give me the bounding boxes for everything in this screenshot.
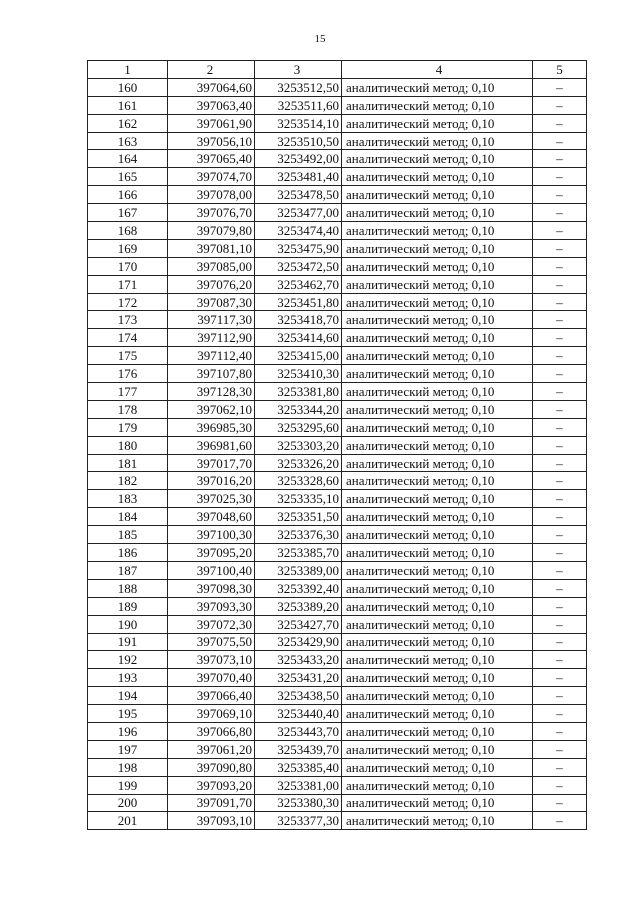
method-cell: аналитический метод; 0,10: [342, 275, 533, 293]
note-cell: –: [533, 257, 587, 275]
point-number-cell: 162: [88, 114, 168, 132]
x-coordinate-cell: 397072,30: [168, 615, 255, 633]
table-row: [88, 293, 587, 311]
y-coordinate-cell: 3253512,50: [255, 78, 342, 96]
x-coordinate-cell: 397076,70: [168, 204, 255, 222]
method-cell: аналитический метод; 0,10: [342, 544, 533, 562]
note-cell: –: [533, 615, 587, 633]
note-cell: –: [533, 400, 587, 418]
point-number-cell: 160: [88, 78, 168, 96]
table-row: [88, 436, 587, 454]
header-col-4: 4: [342, 61, 533, 79]
x-coordinate-cell: 397076,20: [168, 275, 255, 293]
method-cell: аналитический метод; 0,10: [342, 168, 533, 186]
method-cell: аналитический метод; 0,10: [342, 615, 533, 633]
table-row: [88, 526, 587, 544]
point-number-cell: 195: [88, 705, 168, 723]
table-row: [88, 597, 587, 615]
table-row: [88, 454, 587, 472]
note-cell: –: [533, 454, 587, 472]
y-coordinate-cell: 3253410,30: [255, 365, 342, 383]
note-cell: –: [533, 740, 587, 758]
note-cell: –: [533, 669, 587, 687]
method-cell: аналитический метод; 0,10: [342, 776, 533, 794]
table-row: [88, 383, 587, 401]
point-number-cell: 161: [88, 96, 168, 114]
y-coordinate-cell: 3253381,80: [255, 383, 342, 401]
table-row: [88, 275, 587, 293]
x-coordinate-cell: 397025,30: [168, 490, 255, 508]
point-number-cell: 183: [88, 490, 168, 508]
point-number-cell: 163: [88, 132, 168, 150]
point-number-cell: 169: [88, 239, 168, 257]
method-cell: аналитический метод; 0,10: [342, 418, 533, 436]
x-coordinate-cell: 397081,10: [168, 239, 255, 257]
table-row: [88, 114, 587, 132]
point-number-cell: 200: [88, 794, 168, 812]
method-cell: аналитический метод; 0,10: [342, 132, 533, 150]
y-coordinate-cell: 3253414,60: [255, 329, 342, 347]
note-cell: –: [533, 812, 587, 830]
y-coordinate-cell: 3253303,20: [255, 436, 342, 454]
method-cell: аналитический метод; 0,10: [342, 293, 533, 311]
y-coordinate-cell: 3253472,50: [255, 257, 342, 275]
header-col-3: 3: [255, 61, 342, 79]
note-cell: –: [533, 150, 587, 168]
y-coordinate-cell: 3253344,20: [255, 400, 342, 418]
x-coordinate-cell: 397100,30: [168, 526, 255, 544]
table-row: [88, 472, 587, 490]
table-row: [88, 651, 587, 669]
method-cell: аналитический метод; 0,10: [342, 561, 533, 579]
x-coordinate-cell: 397065,40: [168, 150, 255, 168]
table-row: [88, 687, 587, 705]
x-coordinate-cell: 397090,80: [168, 758, 255, 776]
table-row: [88, 633, 587, 651]
point-number-cell: 181: [88, 454, 168, 472]
table-body: [88, 78, 587, 829]
y-coordinate-cell: 3253389,20: [255, 597, 342, 615]
x-coordinate-cell: 397063,40: [168, 96, 255, 114]
table-row: [88, 132, 587, 150]
method-cell: аналитический метод; 0,10: [342, 794, 533, 812]
note-cell: –: [533, 365, 587, 383]
method-cell: аналитический метод; 0,10: [342, 239, 533, 257]
x-coordinate-cell: 397064,60: [168, 78, 255, 96]
note-cell: –: [533, 758, 587, 776]
y-coordinate-cell: 3253510,50: [255, 132, 342, 150]
point-number-cell: 197: [88, 740, 168, 758]
method-cell: аналитический метод; 0,10: [342, 472, 533, 490]
point-number-cell: 165: [88, 168, 168, 186]
x-coordinate-cell: 397078,00: [168, 186, 255, 204]
header-row: [88, 61, 587, 79]
y-coordinate-cell: 3253439,70: [255, 740, 342, 758]
point-number-cell: 164: [88, 150, 168, 168]
method-cell: аналитический метод; 0,10: [342, 758, 533, 776]
note-cell: –: [533, 705, 587, 723]
x-coordinate-cell: 397098,30: [168, 579, 255, 597]
point-number-cell: 167: [88, 204, 168, 222]
page-number: 15: [314, 33, 326, 45]
header-col-1: 1: [88, 61, 168, 79]
x-coordinate-cell: 397100,40: [168, 561, 255, 579]
note-cell: –: [533, 687, 587, 705]
note-cell: –: [533, 794, 587, 812]
table-header: [88, 61, 587, 79]
note-cell: –: [533, 651, 587, 669]
x-coordinate-cell: 397062,10: [168, 400, 255, 418]
header-col-2: 2: [168, 61, 255, 79]
point-number-cell: 182: [88, 472, 168, 490]
method-cell: аналитический метод; 0,10: [342, 722, 533, 740]
y-coordinate-cell: 3253492,00: [255, 150, 342, 168]
x-coordinate-cell: 397128,30: [168, 383, 255, 401]
table-row: [88, 365, 587, 383]
x-coordinate-cell: 396981,60: [168, 436, 255, 454]
y-coordinate-cell: 3253381,00: [255, 776, 342, 794]
y-coordinate-cell: 3253326,20: [255, 454, 342, 472]
x-coordinate-cell: 397117,30: [168, 311, 255, 329]
table-row: [88, 758, 587, 776]
point-number-cell: 174: [88, 329, 168, 347]
y-coordinate-cell: 3253514,10: [255, 114, 342, 132]
x-coordinate-cell: 397093,10: [168, 812, 255, 830]
point-number-cell: 188: [88, 579, 168, 597]
x-coordinate-cell: 397061,90: [168, 114, 255, 132]
note-cell: –: [533, 329, 587, 347]
method-cell: аналитический метод; 0,10: [342, 311, 533, 329]
point-number-cell: 177: [88, 383, 168, 401]
y-coordinate-cell: 3253433,20: [255, 651, 342, 669]
y-coordinate-cell: 3253351,50: [255, 508, 342, 526]
point-number-cell: 192: [88, 651, 168, 669]
x-coordinate-cell: 397107,80: [168, 365, 255, 383]
x-coordinate-cell: 397093,30: [168, 597, 255, 615]
table-row: [88, 150, 587, 168]
x-coordinate-cell: 397066,40: [168, 687, 255, 705]
point-number-cell: 201: [88, 812, 168, 830]
note-cell: –: [533, 78, 587, 96]
y-coordinate-cell: 3253511,60: [255, 96, 342, 114]
note-cell: –: [533, 633, 587, 651]
table-row: [88, 722, 587, 740]
x-coordinate-cell: 397087,30: [168, 293, 255, 311]
method-cell: аналитический метод; 0,10: [342, 365, 533, 383]
point-number-cell: 175: [88, 347, 168, 365]
x-coordinate-cell: 397085,00: [168, 257, 255, 275]
y-coordinate-cell: 3253475,90: [255, 239, 342, 257]
method-cell: аналитический метод; 0,10: [342, 78, 533, 96]
x-coordinate-cell: 397075,50: [168, 633, 255, 651]
table-row: [88, 490, 587, 508]
table-row: [88, 812, 587, 830]
table-row: [88, 544, 587, 562]
note-cell: –: [533, 347, 587, 365]
y-coordinate-cell: 3253438,50: [255, 687, 342, 705]
table-row: [88, 794, 587, 812]
method-cell: аналитический метод; 0,10: [342, 96, 533, 114]
y-coordinate-cell: 3253429,90: [255, 633, 342, 651]
x-coordinate-cell: 397017,70: [168, 454, 255, 472]
note-cell: –: [533, 186, 587, 204]
note-cell: –: [533, 436, 587, 454]
x-coordinate-cell: 397066,80: [168, 722, 255, 740]
x-coordinate-cell: 397112,40: [168, 347, 255, 365]
y-coordinate-cell: 3253415,00: [255, 347, 342, 365]
point-number-cell: 170: [88, 257, 168, 275]
x-coordinate-cell: 397112,90: [168, 329, 255, 347]
method-cell: аналитический метод; 0,10: [342, 579, 533, 597]
method-cell: аналитический метод; 0,10: [342, 812, 533, 830]
table-row: [88, 776, 587, 794]
y-coordinate-cell: 3253427,70: [255, 615, 342, 633]
note-cell: –: [533, 275, 587, 293]
note-cell: –: [533, 168, 587, 186]
y-coordinate-cell: 3253477,00: [255, 204, 342, 222]
table-row: [88, 418, 587, 436]
y-coordinate-cell: 3253474,40: [255, 222, 342, 240]
note-cell: –: [533, 114, 587, 132]
y-coordinate-cell: 3253389,00: [255, 561, 342, 579]
table-row: [88, 204, 587, 222]
method-cell: аналитический метод; 0,10: [342, 651, 533, 669]
point-number-cell: 168: [88, 222, 168, 240]
table-row: [88, 579, 587, 597]
note-cell: –: [533, 508, 587, 526]
note-cell: –: [533, 472, 587, 490]
y-coordinate-cell: 3253478,50: [255, 186, 342, 204]
table-row: [88, 311, 587, 329]
note-cell: –: [533, 293, 587, 311]
method-cell: аналитический метод; 0,10: [342, 740, 533, 758]
point-number-cell: 189: [88, 597, 168, 615]
x-coordinate-cell: 397016,20: [168, 472, 255, 490]
note-cell: –: [533, 722, 587, 740]
point-number-cell: 178: [88, 400, 168, 418]
method-cell: аналитический метод; 0,10: [342, 347, 533, 365]
y-coordinate-cell: 3253418,70: [255, 311, 342, 329]
y-coordinate-cell: 3253376,30: [255, 526, 342, 544]
note-cell: –: [533, 239, 587, 257]
y-coordinate-cell: 3253295,60: [255, 418, 342, 436]
table-row: [88, 615, 587, 633]
method-cell: аналитический метод; 0,10: [342, 687, 533, 705]
point-number-cell: 173: [88, 311, 168, 329]
x-coordinate-cell: 397056,10: [168, 132, 255, 150]
method-cell: аналитический метод; 0,10: [342, 705, 533, 723]
table-row: [88, 186, 587, 204]
y-coordinate-cell: 3253443,70: [255, 722, 342, 740]
x-coordinate-cell: 397074,70: [168, 168, 255, 186]
y-coordinate-cell: 3253462,70: [255, 275, 342, 293]
table-row: [88, 222, 587, 240]
method-cell: аналитический метод; 0,10: [342, 383, 533, 401]
point-number-cell: 194: [88, 687, 168, 705]
method-cell: аналитический метод; 0,10: [342, 400, 533, 418]
point-number-cell: 186: [88, 544, 168, 562]
note-cell: –: [533, 383, 587, 401]
point-number-cell: 199: [88, 776, 168, 794]
x-coordinate-cell: 397093,20: [168, 776, 255, 794]
note-cell: –: [533, 204, 587, 222]
note-cell: –: [533, 544, 587, 562]
y-coordinate-cell: 3253385,70: [255, 544, 342, 562]
method-cell: аналитический метод; 0,10: [342, 114, 533, 132]
method-cell: аналитический метод; 0,10: [342, 508, 533, 526]
point-number-cell: 187: [88, 561, 168, 579]
note-cell: –: [533, 490, 587, 508]
point-number-cell: 184: [88, 508, 168, 526]
note-cell: –: [533, 579, 587, 597]
method-cell: аналитический метод; 0,10: [342, 526, 533, 544]
method-cell: аналитический метод; 0,10: [342, 669, 533, 687]
y-coordinate-cell: 3253328,60: [255, 472, 342, 490]
point-number-cell: 166: [88, 186, 168, 204]
note-cell: –: [533, 597, 587, 615]
y-coordinate-cell: 3253440,40: [255, 705, 342, 723]
point-number-cell: 171: [88, 275, 168, 293]
y-coordinate-cell: 3253431,20: [255, 669, 342, 687]
note-cell: –: [533, 311, 587, 329]
point-number-cell: 191: [88, 633, 168, 651]
y-coordinate-cell: 3253392,40: [255, 579, 342, 597]
note-cell: –: [533, 776, 587, 794]
point-number-cell: 172: [88, 293, 168, 311]
method-cell: аналитический метод; 0,10: [342, 633, 533, 651]
table-row: [88, 561, 587, 579]
point-number-cell: 185: [88, 526, 168, 544]
y-coordinate-cell: 3253377,30: [255, 812, 342, 830]
note-cell: –: [533, 222, 587, 240]
method-cell: аналитический метод; 0,10: [342, 329, 533, 347]
note-cell: –: [533, 96, 587, 114]
y-coordinate-cell: 3253335,10: [255, 490, 342, 508]
x-coordinate-cell: 397073,10: [168, 651, 255, 669]
table-row: [88, 168, 587, 186]
note-cell: –: [533, 526, 587, 544]
table-row: [88, 257, 587, 275]
table-row: [88, 329, 587, 347]
table-row: [88, 669, 587, 687]
x-coordinate-cell: 397091,70: [168, 794, 255, 812]
point-number-cell: 196: [88, 722, 168, 740]
x-coordinate-cell: 397061,20: [168, 740, 255, 758]
point-number-cell: 179: [88, 418, 168, 436]
point-number-cell: 198: [88, 758, 168, 776]
table-row: [88, 400, 587, 418]
point-number-cell: 180: [88, 436, 168, 454]
note-cell: –: [533, 132, 587, 150]
x-coordinate-cell: 397069,10: [168, 705, 255, 723]
table-row: [88, 508, 587, 526]
point-number-cell: 193: [88, 669, 168, 687]
coordinates-table: [87, 60, 587, 830]
table-row: [88, 347, 587, 365]
table-row: [88, 78, 587, 96]
x-coordinate-cell: 397095,20: [168, 544, 255, 562]
method-cell: аналитический метод; 0,10: [342, 490, 533, 508]
table-row: [88, 239, 587, 257]
y-coordinate-cell: 3253385,40: [255, 758, 342, 776]
point-number-cell: 176: [88, 365, 168, 383]
table-row: [88, 96, 587, 114]
table-row: [88, 740, 587, 758]
method-cell: аналитический метод; 0,10: [342, 222, 533, 240]
method-cell: аналитический метод; 0,10: [342, 186, 533, 204]
note-cell: –: [533, 418, 587, 436]
y-coordinate-cell: 3253451,80: [255, 293, 342, 311]
method-cell: аналитический метод; 0,10: [342, 454, 533, 472]
note-cell: –: [533, 561, 587, 579]
x-coordinate-cell: 397070,40: [168, 669, 255, 687]
y-coordinate-cell: 3253380,30: [255, 794, 342, 812]
point-number-cell: 190: [88, 615, 168, 633]
method-cell: аналитический метод; 0,10: [342, 597, 533, 615]
x-coordinate-cell: 397079,80: [168, 222, 255, 240]
method-cell: аналитический метод; 0,10: [342, 150, 533, 168]
header-col-5: 5: [533, 61, 587, 79]
method-cell: аналитический метод; 0,10: [342, 204, 533, 222]
method-cell: аналитический метод; 0,10: [342, 436, 533, 454]
table-row: [88, 705, 587, 723]
x-coordinate-cell: 396985,30: [168, 418, 255, 436]
method-cell: аналитический метод; 0,10: [342, 257, 533, 275]
y-coordinate-cell: 3253481,40: [255, 168, 342, 186]
x-coordinate-cell: 397048,60: [168, 508, 255, 526]
